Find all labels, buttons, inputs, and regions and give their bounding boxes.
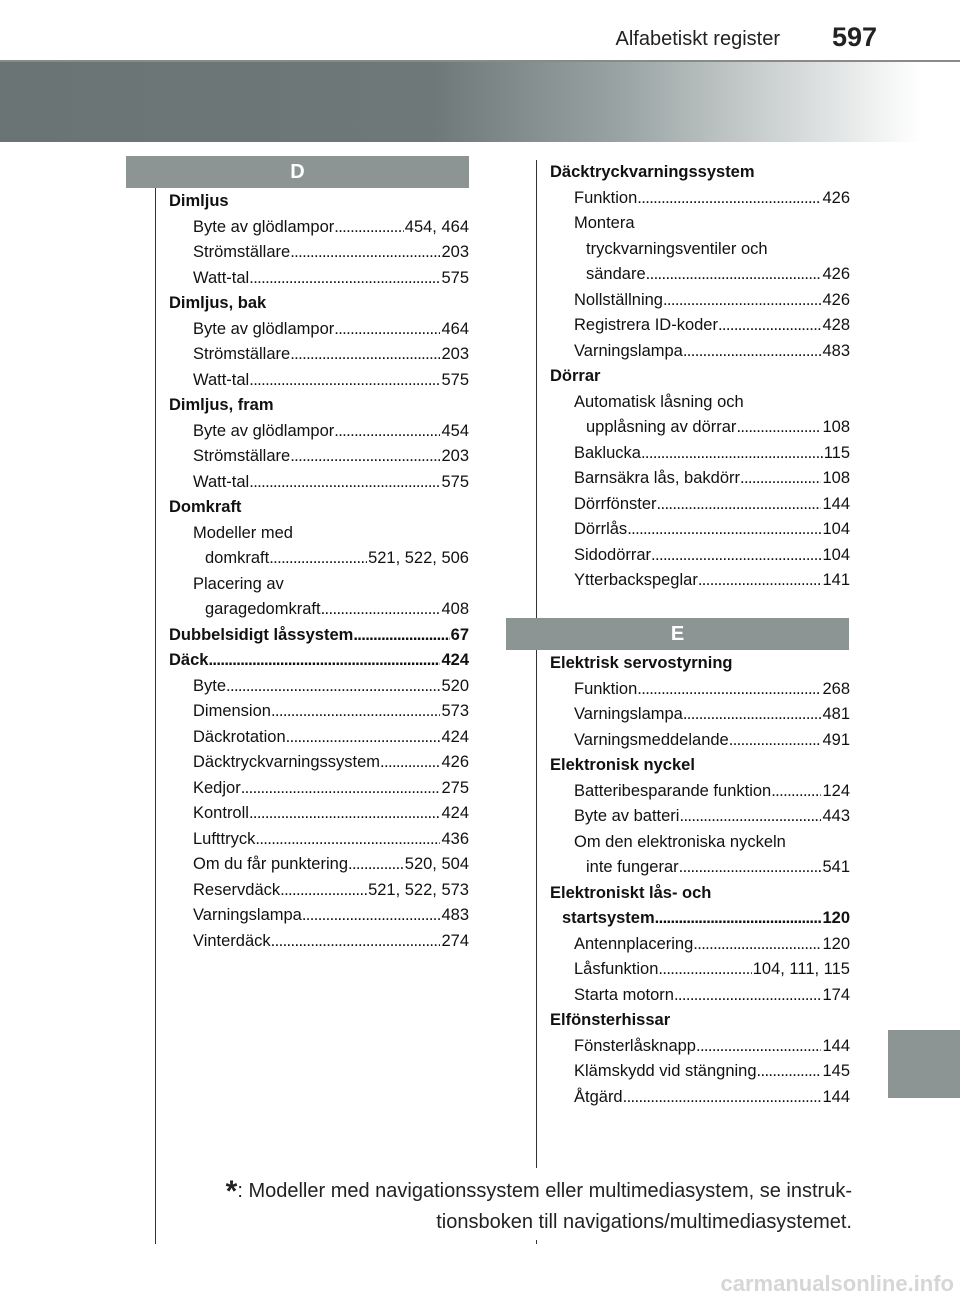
entry-text: Åtgärd — [574, 1087, 623, 1106]
page-reference: 203 — [441, 345, 469, 363]
entry-text: Däcktryckvarningssystem — [550, 163, 755, 181]
index-sub-entry — [550, 390, 850, 416]
page-number: 597 — [832, 22, 878, 52]
entry-text: Varningslampa — [574, 705, 683, 723]
index-sub-entry — [169, 878, 469, 904]
dot-leader — [627, 517, 821, 543]
index-heading-entry — [550, 160, 850, 186]
left-column-rule — [155, 188, 156, 1244]
footnote-star: * — [225, 1175, 238, 1208]
page-reference: 426 — [822, 188, 850, 207]
page-reference: 268 — [822, 679, 850, 698]
index-sub-entry — [169, 750, 469, 776]
dot-leader — [290, 444, 440, 470]
page-reference: 491 — [822, 730, 850, 749]
entry-text: Funktion — [574, 188, 638, 207]
index-sub-entry — [550, 932, 850, 958]
index-heading-entry — [550, 651, 850, 677]
index-sub-entry — [169, 725, 469, 751]
page-reference: 424 — [441, 727, 469, 746]
index-sub-entry — [169, 929, 469, 955]
index-sub-entry — [550, 855, 850, 881]
dot-leader — [208, 648, 440, 674]
dot-leader — [241, 776, 441, 802]
index-sub-entry — [550, 339, 850, 365]
page-reference: 541 — [822, 858, 850, 876]
entry-text: Kontroll — [193, 804, 249, 822]
entry-text: Funktion — [574, 679, 638, 698]
entry-text: Dimljus, bak — [169, 294, 267, 312]
dot-leader — [271, 699, 441, 725]
page-reference: 144 — [822, 1087, 850, 1106]
index-sub-entry — [169, 470, 469, 496]
page-reference: 424 — [441, 804, 469, 822]
page-reference: 573 — [441, 702, 469, 720]
index-sub-entry — [550, 262, 850, 288]
entry-text: upplåsning av dörrar — [586, 418, 737, 436]
page-reference: 104 — [822, 520, 850, 538]
page-reference: 483 — [822, 341, 850, 360]
entry-text: Automatisk låsning och — [574, 392, 744, 411]
entry-text: Elektrisk servostyrning — [550, 654, 733, 672]
entry-text: Byte — [193, 676, 227, 695]
page-reference: 67 — [450, 625, 469, 644]
page-reference: 521, 522, 506 — [368, 549, 469, 567]
index-sub-entry — [550, 779, 850, 805]
entry-text: garagedomkraft — [205, 600, 321, 618]
entry-text: Vinterdäck — [193, 931, 271, 950]
entry-text: Varningslampa — [574, 341, 683, 360]
entry-text: Låsfunktion — [574, 960, 659, 978]
dot-leader — [249, 470, 440, 496]
dot-leader — [269, 546, 367, 572]
dot-leader — [255, 827, 440, 853]
index-sub-entry — [169, 572, 469, 598]
page-reference: 108 — [822, 469, 850, 487]
index-heading-entry — [550, 1008, 850, 1034]
center-column-rule — [536, 160, 537, 1168]
page-reference: 426 — [822, 290, 850, 309]
watermark: carmanualsonline.info — [720, 1271, 954, 1296]
dot-leader — [679, 804, 821, 830]
page-reference: 481 — [822, 705, 850, 723]
page-reference: 104 — [822, 545, 850, 564]
page-reference: 520 — [441, 676, 469, 695]
letter-heading-e: E — [506, 618, 849, 650]
index-sub-entry — [169, 597, 469, 623]
dot-leader — [353, 623, 449, 649]
dot-leader — [249, 801, 441, 827]
entry-text: tryckvarningsventiler och — [586, 239, 768, 258]
entry-text: Lufttryck — [193, 829, 256, 848]
entry-text: Dimljus, fram — [169, 396, 274, 414]
entry-text: Dörrar — [550, 367, 601, 385]
entry-text: Antennplacering — [574, 934, 694, 953]
dot-leader — [698, 568, 822, 594]
entry-text: inte fungerar — [586, 858, 679, 876]
index-sub-entry — [169, 317, 469, 343]
footnote-text: : Modeller med navigationssystem eller multimediasystem, se instruk-tionsboken till navigations/multimediasystemet. — [237, 1180, 852, 1233]
page-reference: 426 — [441, 753, 469, 771]
dot-leader — [641, 441, 823, 467]
index-heading-entry — [550, 906, 850, 932]
index-sub-entry — [550, 415, 850, 441]
index-sub-entry — [550, 568, 850, 594]
page-reference: 575 — [441, 472, 469, 491]
dot-leader — [683, 702, 822, 728]
index-sub-entry — [169, 903, 469, 929]
dot-leader — [302, 903, 441, 929]
index-sub-entry — [550, 492, 850, 518]
dot-leader — [771, 779, 821, 805]
entry-text: Byte av glödlampor — [193, 217, 335, 236]
page-reference: 454, 464 — [404, 217, 469, 236]
index-sub-entry — [550, 1034, 850, 1060]
entry-text: Däckrotation — [193, 727, 286, 746]
entry-text: Om du får punktering — [193, 855, 348, 873]
page-reference: 203 — [441, 447, 469, 465]
dot-leader — [736, 415, 821, 441]
page-reference: 464 — [441, 319, 469, 338]
dot-leader — [334, 419, 440, 445]
page-reference: 275 — [441, 778, 469, 797]
page-reference: 141 — [822, 571, 850, 589]
index-sub-entry — [550, 983, 850, 1009]
index-sub-entry — [169, 699, 469, 725]
page-reference: 483 — [441, 906, 469, 924]
dot-leader — [637, 677, 821, 703]
page-reference: 443 — [822, 807, 850, 825]
page-reference: 144 — [822, 1036, 850, 1055]
entry-text: Kedjor — [193, 778, 241, 797]
dot-leader — [646, 262, 822, 288]
entry-text: Varningsmeddelande — [574, 730, 729, 749]
entry-text: Strömställare — [193, 447, 291, 465]
dot-leader — [348, 852, 404, 878]
dot-leader — [651, 543, 821, 569]
index-heading-entry — [550, 753, 850, 779]
index-sub-entry — [550, 211, 850, 237]
index-sub-entry — [550, 702, 850, 728]
entry-text: Klämskydd vid stängning — [574, 1062, 757, 1080]
entry-text: Watt-tal — [193, 370, 250, 389]
page-reference: 521, 522, 573 — [368, 880, 469, 899]
page-reference: 124 — [822, 781, 850, 800]
dot-leader — [663, 288, 822, 314]
dot-leader — [658, 957, 751, 983]
entry-text: Modeller med — [193, 523, 293, 542]
dot-leader — [729, 728, 822, 754]
index-sub-entry — [169, 419, 469, 445]
entry-text: sändare — [586, 265, 646, 283]
dot-leader — [683, 339, 822, 365]
page-reference: 454 — [441, 421, 469, 440]
index-column-left — [169, 189, 469, 954]
dot-leader — [693, 932, 821, 958]
entry-text: Dörrfönster — [574, 494, 657, 513]
footnote — [172, 1176, 852, 1238]
entry-text: Watt-tal — [193, 472, 250, 491]
index-sub-entry — [550, 804, 850, 830]
dot-leader — [290, 240, 440, 266]
dot-leader — [249, 368, 440, 394]
index-heading-entry — [169, 291, 469, 317]
dot-leader — [637, 186, 821, 212]
index-sub-entry — [550, 313, 850, 339]
entry-text: Dubbelsidigt låssystem — [169, 625, 354, 644]
dot-leader — [226, 674, 440, 700]
entry-text: Nollställning — [574, 290, 663, 309]
dot-leader — [280, 878, 367, 904]
entry-text: domkraft — [205, 549, 270, 567]
index-sub-entry — [169, 342, 469, 368]
entry-text: Batteribesparande funktion — [574, 781, 772, 800]
index-sub-entry — [550, 543, 850, 569]
dot-leader — [740, 466, 821, 492]
dot-leader — [334, 215, 404, 241]
dot-leader — [718, 313, 822, 339]
page-reference: 424 — [441, 651, 469, 669]
page-reference: 426 — [822, 265, 850, 283]
page-reference: 575 — [441, 370, 469, 389]
dot-leader — [696, 1034, 821, 1060]
entry-text: Elektroniskt lås- och — [550, 883, 712, 902]
entry-text: Byte av glödlampor — [193, 319, 335, 338]
index-heading-entry — [169, 623, 469, 649]
index-heading-entry — [550, 881, 850, 907]
index-sub-entry — [550, 237, 850, 263]
entry-text: Elfönsterhissar — [550, 1011, 671, 1029]
entry-text: Dimension — [193, 702, 271, 720]
entry-text: Dörrlås — [574, 520, 628, 538]
entry-text: Byte av batteri — [574, 807, 680, 825]
dot-leader — [271, 929, 441, 955]
page-tick-mark — [536, 1240, 537, 1244]
page-reference: 144 — [822, 494, 850, 513]
chapter-thumb-tab — [888, 1030, 960, 1098]
page-reference: 120 — [822, 909, 850, 927]
index-sub-entry — [169, 215, 469, 241]
page-reference: 203 — [441, 243, 469, 261]
entry-text: Varningslampa — [193, 906, 302, 924]
index-column-right-bottom — [550, 651, 850, 1110]
dot-leader — [334, 317, 440, 343]
index-sub-entry — [550, 830, 850, 856]
entry-text: Fönsterlåsknapp — [574, 1036, 696, 1055]
dot-leader — [380, 750, 440, 776]
entry-text: Ytterbackspeglar — [574, 571, 698, 589]
entry-text: Reservdäck — [193, 880, 281, 899]
index-sub-entry — [550, 728, 850, 754]
index-heading-entry — [169, 189, 469, 215]
dot-leader — [655, 906, 822, 932]
index-heading-entry — [169, 393, 469, 419]
page-reference: 520, 504 — [404, 855, 469, 873]
index-sub-entry — [169, 801, 469, 827]
dot-leader — [286, 725, 441, 751]
entry-text: Om den elektroniska nyckeln — [574, 832, 786, 851]
index-sub-entry — [169, 827, 469, 853]
dot-leader — [249, 266, 440, 292]
index-sub-entry — [550, 288, 850, 314]
index-sub-entry — [550, 517, 850, 543]
dot-leader — [321, 597, 441, 623]
index-sub-entry — [169, 546, 469, 572]
page-reference: 104, 111, 115 — [752, 960, 850, 978]
index-sub-entry — [550, 466, 850, 492]
entry-text: Domkraft — [169, 498, 242, 516]
index-sub-entry — [169, 852, 469, 878]
entry-text: Strömställare — [193, 345, 291, 363]
letter-heading-d: D — [126, 156, 469, 188]
page-reference: 120 — [822, 934, 850, 953]
page-reference: 436 — [441, 829, 469, 848]
page-reference: 108 — [822, 418, 850, 436]
entry-text: Registrera ID-koder — [574, 316, 718, 334]
index-sub-entry — [169, 674, 469, 700]
dot-leader — [674, 983, 822, 1009]
entry-text: Baklucka — [574, 443, 641, 462]
section-title: Alfabetiskt register — [615, 28, 780, 50]
index-sub-entry — [169, 521, 469, 547]
dot-leader — [679, 855, 822, 881]
dot-leader — [657, 492, 822, 518]
page-reference: 274 — [441, 931, 469, 950]
index-sub-entry — [169, 444, 469, 470]
entry-text: Byte av glödlampor — [193, 421, 335, 440]
page-reference: 428 — [822, 316, 850, 334]
index-sub-entry — [169, 266, 469, 292]
entry-text: Sidodörrar — [574, 545, 652, 564]
entry-text: Watt-tal — [193, 268, 250, 287]
index-heading-entry — [169, 648, 469, 674]
index-sub-entry — [550, 186, 850, 212]
dot-leader — [757, 1059, 822, 1085]
entry-text: Starta motorn — [574, 985, 674, 1004]
entry-text: Placering av — [193, 574, 284, 593]
page-reference: 174 — [822, 985, 850, 1004]
entry-text: Dimljus — [169, 192, 229, 210]
index-sub-entry — [169, 240, 469, 266]
page-reference: 575 — [441, 268, 469, 287]
entry-text: Montera — [574, 214, 635, 232]
index-sub-entry — [169, 368, 469, 394]
index-sub-entry — [550, 677, 850, 703]
entry-text: Barnsäkra lås, bakdörr — [574, 469, 740, 487]
page-reference: 145 — [822, 1062, 850, 1080]
index-heading-entry — [550, 364, 850, 390]
entry-text: Däck — [169, 651, 209, 669]
dot-leader — [623, 1085, 822, 1111]
index-sub-entry — [550, 441, 850, 467]
index-heading-entry — [169, 495, 469, 521]
index-sub-entry — [550, 1085, 850, 1111]
entry-text: Strömställare — [193, 243, 291, 261]
index-sub-entry — [169, 776, 469, 802]
index-column-right-top — [550, 160, 850, 594]
entry-text: Däcktryckvarningssystem — [193, 753, 381, 771]
page-reference: 408 — [441, 600, 469, 618]
header-banner — [0, 62, 960, 142]
page-header — [0, 0, 960, 60]
index-sub-entry — [550, 957, 850, 983]
page-reference: 115 — [823, 443, 850, 462]
dot-leader — [290, 342, 440, 368]
index-sub-entry — [550, 1059, 850, 1085]
entry-text: Elektronisk nyckel — [550, 756, 695, 774]
entry-text: startsystem — [562, 909, 655, 927]
